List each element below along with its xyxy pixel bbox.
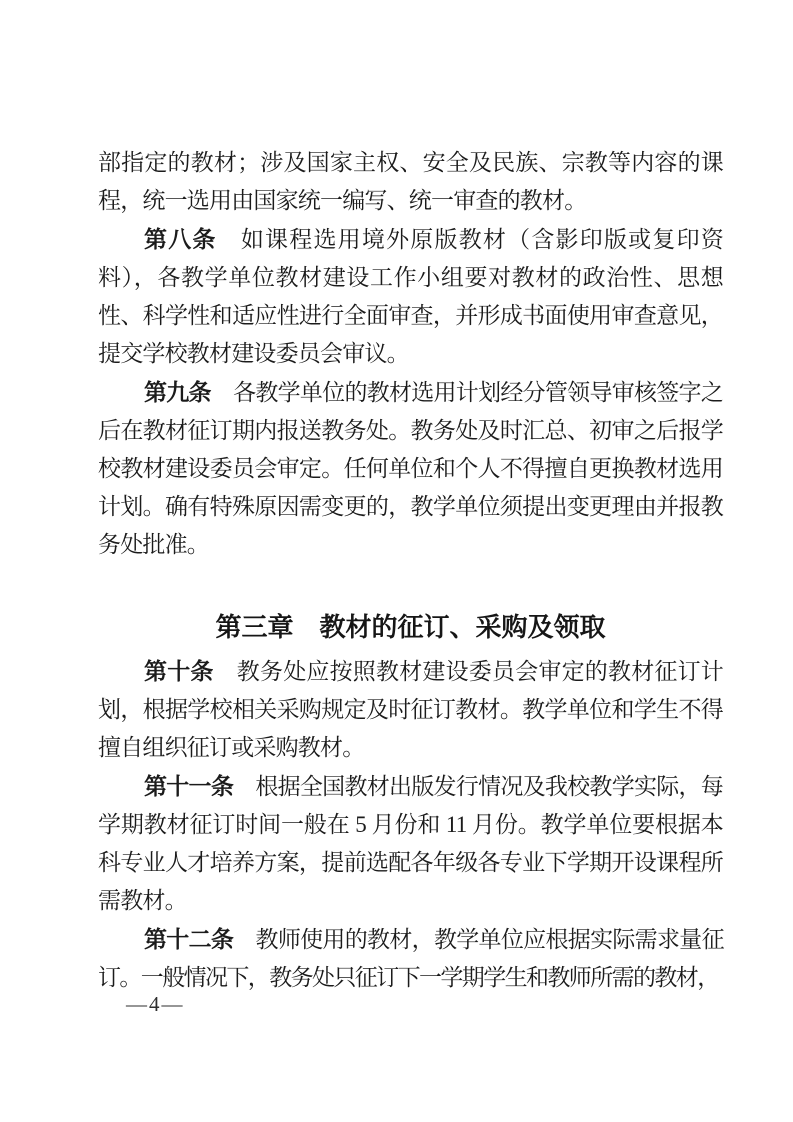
paragraph-text: 根据全国教材出版发行情况及我校教学实际，每学期教材征订时间一般在 5 月份和 11 月份。教学单位要根据本科专业人才培养方案，提前选配各年级各专业下学期开设课程所需教材。 xyxy=(98,774,723,913)
paragraph-text: 各教学单位的教材选用计划经分管领导审核签字之后在教材征订期内报送教务处。教务处及时汇总、初审之后报学校教材建设委员会审定。任何单位和个人不得擅自更换教材选用计划。确有特殊原因需变更的，教学单位须提出变更理由并报教务处批准。 xyxy=(98,380,723,557)
page-number: —4— xyxy=(126,992,185,1016)
article-12-label: 第十二条 xyxy=(144,926,234,952)
paragraph-article-10 xyxy=(98,652,723,767)
paragraph-text: 部指定的教材；涉及国家主权、安全及民族、宗教等内容的课程，统一选用由国家统一编写、统一审查的教材。 xyxy=(98,150,723,213)
paragraph-article-9 xyxy=(98,373,723,564)
article-9-label: 第九条 xyxy=(144,379,211,405)
paragraph-continuation xyxy=(98,144,723,220)
paragraph-article-11 xyxy=(98,767,723,920)
article-8-label: 第八条 xyxy=(144,226,217,252)
article-10-label: 第十条 xyxy=(144,658,214,684)
article-11-label: 第十一条 xyxy=(144,773,234,799)
paragraph-text: 教务处应按照教材建设委员会审定的教材征订计划，根据学校相关采购规定及时征订教材。教学单位和学生不得擅自组织征订或采购教材。 xyxy=(98,659,723,760)
paragraph-text: 如课程选用境外原版教材（含影印版或复印资料），各教学单位教材建设工作小组要对教材的政治性、思想性、科学性和适应性进行全面审查，并形成书面使用审查意见，提交学校教材建设委员会审议。 xyxy=(98,227,723,366)
chapter-heading: 第三章 教材的征订、采购及领取 xyxy=(215,612,606,642)
paragraph-article-8 xyxy=(98,220,723,373)
paragraph-article-12 xyxy=(98,920,723,997)
paragraph-text: 教师使用的教材，教学单位应根据实际需求量征订。一般情况下，教务处只征订下一学期学生和教师所需的教材， xyxy=(98,927,723,990)
document-body xyxy=(98,144,723,997)
